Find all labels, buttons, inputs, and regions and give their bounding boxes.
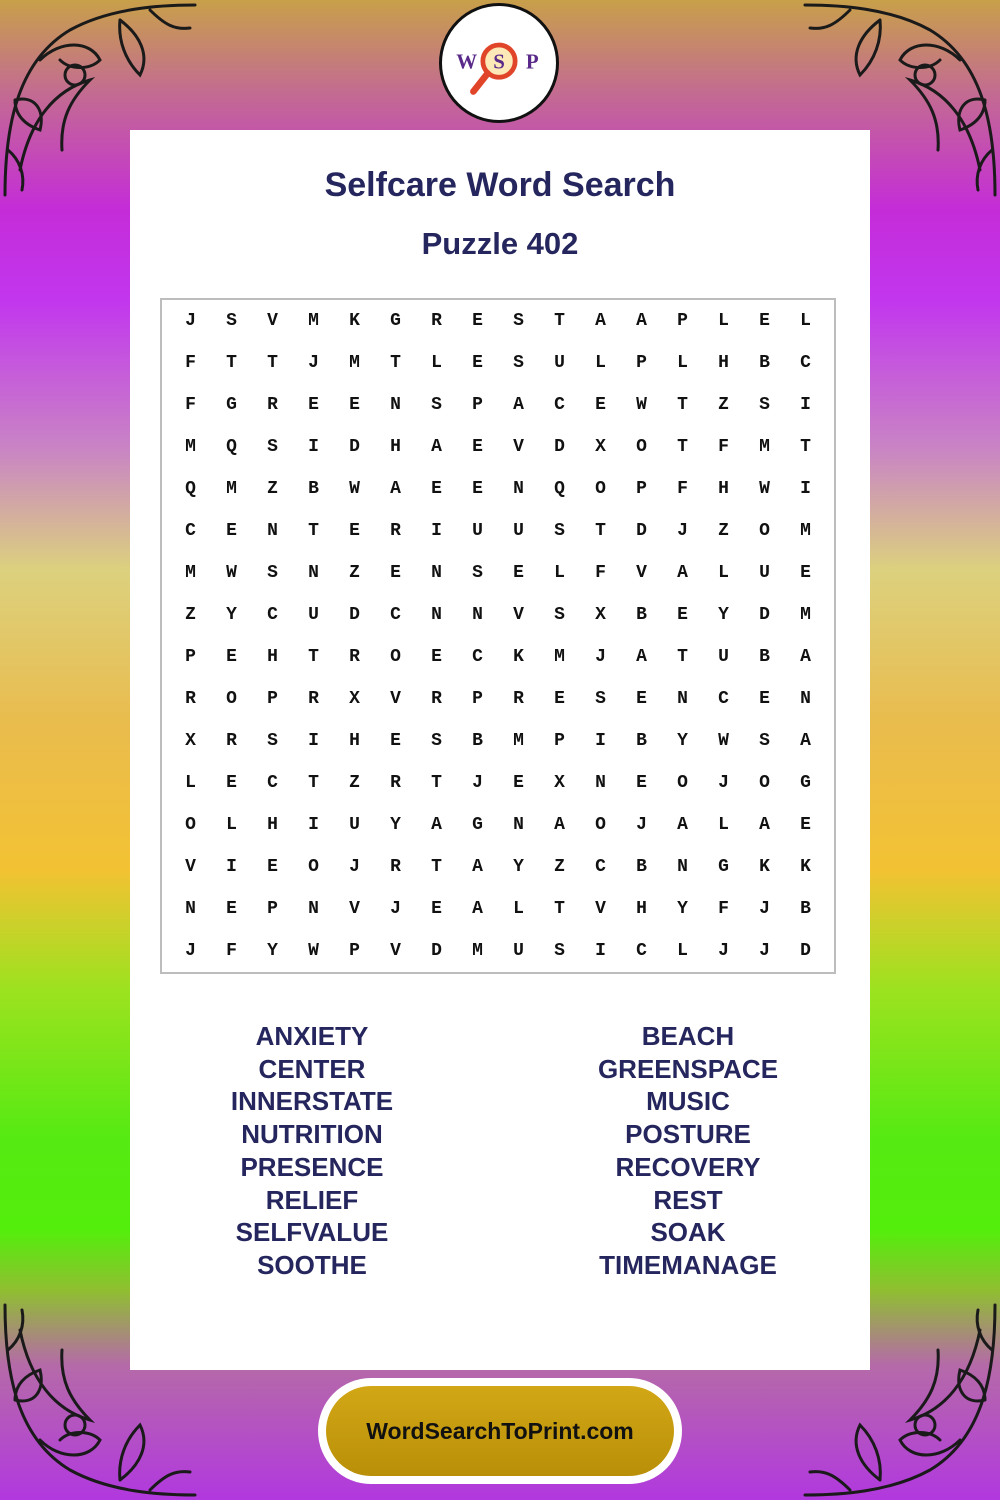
- site-button[interactable]: [326, 1386, 674, 1476]
- grid-cell[interactable]: I: [308, 815, 319, 835]
- grid-cell[interactable]: B: [636, 857, 647, 877]
- grid-cell[interactable]: D: [800, 941, 811, 961]
- grid-cell[interactable]: S: [759, 395, 770, 415]
- grid-cell[interactable]: N: [267, 521, 278, 541]
- grid-cell[interactable]: G: [718, 857, 729, 877]
- grid-cell[interactable]: M: [800, 605, 811, 625]
- grid-cell[interactable]: G: [226, 395, 237, 415]
- grid-cell[interactable]: T: [800, 437, 811, 457]
- grid-cell[interactable]: Z: [349, 773, 360, 793]
- grid-cell[interactable]: H: [267, 815, 278, 835]
- grid-cell[interactable]: T: [226, 353, 237, 373]
- grid-cell[interactable]: K: [349, 311, 360, 331]
- grid-cell[interactable]: O: [677, 773, 688, 793]
- grid-cell[interactable]: V: [636, 563, 647, 583]
- grid-cell[interactable]: C: [472, 647, 483, 667]
- grid-cell[interactable]: L: [718, 563, 729, 583]
- grid-cell[interactable]: Z: [718, 395, 729, 415]
- grid-cell[interactable]: L: [226, 815, 237, 835]
- grid-cell[interactable]: S: [513, 353, 524, 373]
- grid-cell[interactable]: X: [595, 437, 606, 457]
- grid-cell[interactable]: L: [677, 941, 688, 961]
- grid-cell[interactable]: E: [636, 689, 647, 709]
- grid-cell[interactable]: P: [636, 479, 647, 499]
- grid-cell[interactable]: S: [554, 941, 565, 961]
- logo: [439, 3, 559, 123]
- grid-cell[interactable]: F: [718, 899, 729, 919]
- grid-cell[interactable]: E: [800, 815, 811, 835]
- word-list-right: [538, 1020, 838, 1282]
- grid-cell[interactable]: W: [226, 563, 237, 583]
- grid-cell[interactable]: C: [267, 773, 278, 793]
- grid-cell[interactable]: U: [513, 521, 524, 541]
- grid-cell[interactable]: S: [267, 563, 278, 583]
- grid-cell[interactable]: M: [800, 521, 811, 541]
- grid-cell[interactable]: Y: [677, 899, 688, 919]
- grid-cell[interactable]: J: [759, 941, 770, 961]
- grid-cell[interactable]: E: [513, 563, 524, 583]
- grid-cell[interactable]: P: [472, 395, 483, 415]
- grid-cell[interactable]: O: [185, 815, 196, 835]
- logo-letter-s: S: [493, 49, 505, 74]
- grid-cell[interactable]: R: [185, 689, 196, 709]
- page-title: Selfcare Word Search: [324, 166, 676, 204]
- grid-cell[interactable]: V: [267, 311, 278, 331]
- word-list-item: BEACH: [641, 1021, 735, 1051]
- grid-cell[interactable]: S: [513, 311, 524, 331]
- grid-cell[interactable]: E: [636, 773, 647, 793]
- grid-cell[interactable]: E: [226, 773, 237, 793]
- grid-cell[interactable]: R: [431, 689, 442, 709]
- grid-cell[interactable]: L: [718, 311, 729, 331]
- grid-cell[interactable]: C: [636, 941, 647, 961]
- grid-cell[interactable]: G: [390, 311, 401, 331]
- grid-cell[interactable]: N: [677, 689, 688, 709]
- grid-cell[interactable]: V: [513, 605, 524, 625]
- grid-cell[interactable]: X: [349, 689, 360, 709]
- grid-cell[interactable]: J: [390, 899, 401, 919]
- word-list-item: REST: [653, 1184, 723, 1215]
- word-list-item: RECOVERY: [615, 1151, 761, 1182]
- grid-cell[interactable]: I: [595, 731, 606, 751]
- grid-cell[interactable]: E: [226, 521, 237, 541]
- grid-cell[interactable]: N: [308, 899, 319, 919]
- grid-cell[interactable]: M: [513, 731, 524, 751]
- grid-cell[interactable]: E: [513, 773, 524, 793]
- grid-cell[interactable]: N: [472, 605, 483, 625]
- grid-cell[interactable]: R: [390, 857, 401, 877]
- grid-cell[interactable]: U: [472, 521, 483, 541]
- grid-cell[interactable]: A: [472, 857, 483, 877]
- grid-cell[interactable]: R: [390, 773, 401, 793]
- grid-cell[interactable]: C: [718, 689, 729, 709]
- word-list-item: TIMEMANAGE: [599, 1249, 777, 1280]
- grid-cell[interactable]: A: [677, 563, 688, 583]
- grid-cell[interactable]: E: [226, 899, 237, 919]
- word-list-item: POSTURE: [625, 1119, 751, 1150]
- grid-cell[interactable]: M: [185, 563, 196, 583]
- grid-cell[interactable]: I: [308, 731, 319, 751]
- grid-cell[interactable]: E: [677, 605, 688, 625]
- grid-cell[interactable]: Z: [267, 479, 278, 499]
- grid-cell[interactable]: L: [185, 773, 196, 793]
- grid-cell[interactable]: F: [226, 941, 237, 961]
- grid-cell[interactable]: C: [800, 353, 811, 373]
- grid-cell[interactable]: T: [390, 353, 401, 373]
- grid-cell[interactable]: O: [636, 437, 647, 457]
- logo-letter-w: W: [456, 49, 478, 74]
- word-list-item: CENTER: [258, 1053, 366, 1084]
- grid-cell[interactable]: I: [595, 941, 606, 961]
- grid-cell[interactable]: D: [636, 521, 647, 541]
- grid-cell[interactable]: C: [595, 857, 606, 877]
- grid-cell[interactable]: B: [636, 605, 647, 625]
- grid-cell[interactable]: B: [800, 899, 811, 919]
- grid-cell[interactable]: N: [390, 395, 401, 415]
- site-badge: [318, 1378, 682, 1484]
- grid-cell[interactable]: E: [595, 395, 606, 415]
- grid-cell[interactable]: J: [472, 773, 483, 793]
- grid-cell[interactable]: X: [554, 773, 565, 793]
- word-list-item: RELIEF: [265, 1184, 359, 1215]
- grid-cell[interactable]: N: [513, 815, 524, 835]
- grid-cell[interactable]: N: [800, 689, 811, 709]
- grid-cell[interactable]: V: [390, 941, 401, 961]
- grid-cell[interactable]: P: [636, 353, 647, 373]
- grid-cell[interactable]: L: [554, 563, 565, 583]
- grid-cell[interactable]: T: [677, 437, 688, 457]
- grid-cell[interactable]: S: [267, 437, 278, 457]
- grid-cell[interactable]: U: [554, 353, 565, 373]
- grid-cell[interactable]: Y: [677, 731, 688, 751]
- grid-cell[interactable]: E: [554, 689, 565, 709]
- grid-cell[interactable]: E: [431, 647, 442, 667]
- grid-cell[interactable]: G: [472, 815, 483, 835]
- grid-cell[interactable]: Q: [185, 479, 196, 499]
- grid-cell[interactable]: R: [349, 647, 360, 667]
- grid-cell[interactable]: U: [308, 605, 319, 625]
- grid-cell[interactable]: T: [554, 311, 565, 331]
- grid-cell[interactable]: N: [513, 479, 524, 499]
- grid-cell[interactable]: P: [472, 689, 483, 709]
- grid-cell[interactable]: O: [595, 479, 606, 499]
- grid-cell[interactable]: Y: [226, 605, 237, 625]
- grid-cell[interactable]: S: [431, 395, 442, 415]
- grid-cell[interactable]: T: [431, 773, 442, 793]
- grid-cell[interactable]: L: [800, 311, 811, 331]
- grid-cell[interactable]: E: [390, 563, 401, 583]
- grid-cell[interactable]: O: [308, 857, 319, 877]
- grid-cell[interactable]: M: [472, 941, 483, 961]
- grid-cell[interactable]: M: [185, 437, 196, 457]
- grid-cell[interactable]: A: [554, 815, 565, 835]
- word-list-item: PRESENCE: [240, 1151, 384, 1182]
- grid-cell[interactable]: H: [718, 479, 729, 499]
- grid-cell[interactable]: A: [513, 395, 524, 415]
- grid-cell[interactable]: S: [226, 311, 237, 331]
- grid-cell[interactable]: S: [554, 605, 565, 625]
- grid-cell[interactable]: N: [308, 563, 319, 583]
- grid-cell[interactable]: N: [677, 857, 688, 877]
- grid-cell[interactable]: X: [185, 731, 196, 751]
- grid-cell[interactable]: A: [636, 647, 647, 667]
- grid-cell[interactable]: S: [554, 521, 565, 541]
- grid-cell[interactable]: J: [185, 311, 196, 331]
- grid-cell[interactable]: O: [759, 773, 770, 793]
- puzzle-number: Puzzle 402: [421, 226, 579, 261]
- grid-cell[interactable]: C: [185, 521, 196, 541]
- grid-cell[interactable]: A: [759, 815, 770, 835]
- word-list-item: MUSIC: [646, 1086, 730, 1117]
- grid-cell[interactable]: N: [431, 605, 442, 625]
- grid-cell[interactable]: Y: [718, 605, 729, 625]
- grid-cell[interactable]: H: [349, 731, 360, 751]
- grid-cell[interactable]: S: [759, 731, 770, 751]
- grid-cell[interactable]: F: [185, 395, 196, 415]
- grid-cell[interactable]: F: [595, 563, 606, 583]
- grid-cell[interactable]: E: [267, 857, 278, 877]
- grid-cell[interactable]: K: [800, 857, 811, 877]
- grid-cell[interactable]: J: [636, 815, 647, 835]
- grid-cell[interactable]: C: [267, 605, 278, 625]
- grid-cell[interactable]: J: [759, 899, 770, 919]
- grid-cell[interactable]: V: [349, 899, 360, 919]
- grid-cell[interactable]: H: [390, 437, 401, 457]
- grid-cell[interactable]: C: [390, 605, 401, 625]
- grid-cell[interactable]: Y: [267, 941, 278, 961]
- grid-cell[interactable]: S: [472, 563, 483, 583]
- grid-cell[interactable]: F: [718, 437, 729, 457]
- grid-cell[interactable]: Y: [390, 815, 401, 835]
- grid-cell[interactable]: T: [595, 521, 606, 541]
- grid-cell[interactable]: M: [349, 353, 360, 373]
- grid-cell[interactable]: E: [431, 479, 442, 499]
- grid-cell[interactable]: W: [308, 941, 319, 961]
- grid-cell[interactable]: W: [718, 731, 729, 751]
- word-list-left: [162, 1020, 462, 1282]
- grid-cell[interactable]: P: [185, 647, 196, 667]
- grid-cell[interactable]: T: [308, 647, 319, 667]
- grid-cell[interactable]: U: [718, 647, 729, 667]
- grid-cell[interactable]: F: [677, 479, 688, 499]
- grid-cell[interactable]: S: [431, 731, 442, 751]
- grid-cell[interactable]: F: [185, 353, 196, 373]
- grid-cell[interactable]: P: [554, 731, 565, 751]
- grid-cell[interactable]: R: [431, 311, 442, 331]
- grid-cell[interactable]: Z: [349, 563, 360, 583]
- grid-cell[interactable]: Z: [185, 605, 196, 625]
- grid-cell[interactable]: E: [472, 479, 483, 499]
- grid-cell[interactable]: R: [390, 521, 401, 541]
- grid-cell[interactable]: T: [308, 773, 319, 793]
- grid-cell[interactable]: E: [308, 395, 319, 415]
- grid-cell[interactable]: N: [185, 899, 196, 919]
- grid-cell[interactable]: M: [759, 437, 770, 457]
- grid-cell[interactable]: K: [513, 647, 524, 667]
- grid-cell[interactable]: W: [349, 479, 360, 499]
- grid-cell[interactable]: T: [677, 395, 688, 415]
- grid-cell[interactable]: Y: [513, 857, 524, 877]
- grid-cell[interactable]: E: [759, 689, 770, 709]
- grid-cell[interactable]: B: [759, 647, 770, 667]
- grid-cell[interactable]: W: [636, 395, 647, 415]
- grid-cell[interactable]: I: [800, 395, 811, 415]
- grid-cell[interactable]: R: [267, 395, 278, 415]
- grid-cell[interactable]: D: [759, 605, 770, 625]
- grid-cell[interactable]: H: [636, 899, 647, 919]
- grid-cell[interactable]: T: [267, 353, 278, 373]
- grid-cell[interactable]: Z: [718, 521, 729, 541]
- grid-cell[interactable]: J: [677, 521, 688, 541]
- grid-cell[interactable]: P: [267, 689, 278, 709]
- grid-cell[interactable]: D: [349, 605, 360, 625]
- word-list-item: NUTRITION: [241, 1119, 383, 1150]
- grid-cell[interactable]: U: [513, 941, 524, 961]
- grid-cell[interactable]: V: [595, 899, 606, 919]
- grid-cell[interactable]: L: [718, 815, 729, 835]
- grid-cell[interactable]: L: [431, 353, 442, 373]
- grid-cell[interactable]: O: [226, 689, 237, 709]
- grid-cell[interactable]: C: [554, 395, 565, 415]
- grid-cell[interactable]: H: [718, 353, 729, 373]
- grid-cell[interactable]: J: [308, 353, 319, 373]
- grid-cell[interactable]: A: [472, 899, 483, 919]
- grid-cell[interactable]: A: [390, 479, 401, 499]
- grid-cell[interactable]: B: [308, 479, 319, 499]
- grid-cell[interactable]: E: [349, 395, 360, 415]
- grid-cell[interactable]: U: [349, 815, 360, 835]
- word-list-item: INNERSTATE: [230, 1086, 394, 1117]
- grid-cell[interactable]: D: [554, 437, 565, 457]
- grid-cell[interactable]: J: [349, 857, 360, 877]
- grid-cell[interactable]: U: [759, 563, 770, 583]
- grid-cell[interactable]: T: [431, 857, 442, 877]
- word-list-item: SOAK: [650, 1217, 726, 1248]
- grid-cell[interactable]: L: [677, 353, 688, 373]
- grid-cell[interactable]: L: [513, 899, 524, 919]
- grid-cell[interactable]: A: [636, 311, 647, 331]
- grid-cell[interactable]: V: [390, 689, 401, 709]
- grid-cell[interactable]: S: [595, 689, 606, 709]
- grid-cell[interactable]: V: [513, 437, 524, 457]
- grid-cell[interactable]: H: [267, 647, 278, 667]
- grid-cell[interactable]: I: [226, 857, 237, 877]
- grid-cell[interactable]: G: [800, 773, 811, 793]
- letter-grid: [160, 298, 836, 974]
- grid-cell[interactable]: O: [390, 647, 401, 667]
- puzzle-card: [130, 130, 870, 1370]
- grid-cell[interactable]: J: [718, 773, 729, 793]
- grid-cell[interactable]: B: [759, 353, 770, 373]
- grid-cell[interactable]: E: [472, 437, 483, 457]
- grid-cell[interactable]: O: [759, 521, 770, 541]
- grid-cell[interactable]: A: [800, 731, 811, 751]
- grid-cell[interactable]: B: [636, 731, 647, 751]
- grid-cell[interactable]: S: [267, 731, 278, 751]
- grid-cell[interactable]: T: [554, 899, 565, 919]
- grid-cell[interactable]: M: [554, 647, 565, 667]
- word-list-item: SOOTHE: [257, 1249, 367, 1280]
- grid-cell[interactable]: N: [431, 563, 442, 583]
- grid-cell[interactable]: J: [718, 941, 729, 961]
- grid-cell[interactable]: R: [308, 689, 319, 709]
- grid-cell[interactable]: O: [595, 815, 606, 835]
- grid-cell[interactable]: A: [677, 815, 688, 835]
- grid-cell[interactable]: M: [226, 479, 237, 499]
- grid-cell[interactable]: J: [185, 941, 196, 961]
- grid-cell[interactable]: E: [472, 311, 483, 331]
- grid-cell[interactable]: J: [595, 647, 606, 667]
- grid-cell[interactable]: E: [390, 731, 401, 751]
- grid-cell[interactable]: P: [349, 941, 360, 961]
- grid-cell[interactable]: A: [595, 311, 606, 331]
- grid-cell[interactable]: T: [677, 647, 688, 667]
- grid-cell[interactable]: A: [431, 437, 442, 457]
- grid-cell[interactable]: E: [800, 563, 811, 583]
- grid-cell[interactable]: R: [226, 731, 237, 751]
- grid-cell[interactable]: E: [431, 899, 442, 919]
- grid-cell[interactable]: V: [185, 857, 196, 877]
- grid-cell[interactable]: K: [759, 857, 770, 877]
- grid-cell[interactable]: T: [308, 521, 319, 541]
- grid-cell[interactable]: E: [759, 311, 770, 331]
- grid-cell[interactable]: B: [472, 731, 483, 751]
- logo-letter-p: P: [525, 49, 539, 74]
- grid-cell[interactable]: N: [595, 773, 606, 793]
- grid-cell[interactable]: Z: [554, 857, 565, 877]
- grid-cell[interactable]: W: [759, 479, 770, 499]
- grid-cell[interactable]: P: [267, 899, 278, 919]
- grid-cell[interactable]: E: [472, 353, 483, 373]
- grid-cell[interactable]: A: [800, 647, 811, 667]
- grid-cell[interactable]: Q: [554, 479, 565, 499]
- site-url[interactable]: WordSearchToPrint.com: [366, 1417, 634, 1444]
- grid-cell[interactable]: P: [677, 311, 688, 331]
- grid-cell[interactable]: I: [308, 437, 319, 457]
- grid-cell[interactable]: L: [595, 353, 606, 373]
- grid-cell[interactable]: Q: [226, 437, 237, 457]
- grid-cell[interactable]: X: [595, 605, 606, 625]
- grid-cell[interactable]: D: [431, 941, 442, 961]
- word-list-item: ANXIETY: [255, 1021, 369, 1051]
- grid-cell[interactable]: D: [349, 437, 360, 457]
- word-list-item: GREENSPACE: [597, 1053, 779, 1084]
- grid-cell[interactable]: M: [308, 311, 319, 331]
- grid-cell[interactable]: A: [431, 815, 442, 835]
- grid-cell[interactable]: R: [513, 689, 524, 709]
- grid-cell[interactable]: E: [226, 647, 237, 667]
- grid-cell[interactable]: I: [431, 521, 442, 541]
- grid-cell[interactable]: I: [800, 479, 811, 499]
- grid-cell[interactable]: E: [349, 521, 360, 541]
- word-list-item: SELFVALUE: [235, 1217, 389, 1248]
